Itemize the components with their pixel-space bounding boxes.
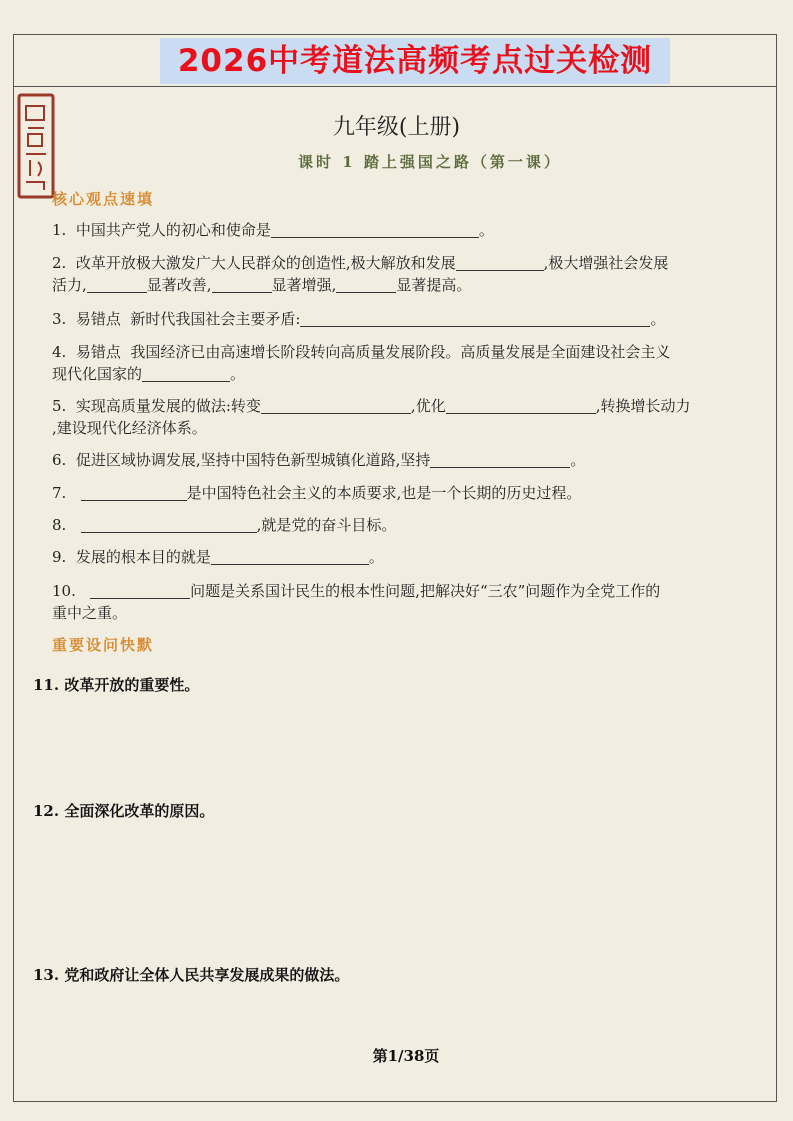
answer-blank[interactable]: [300, 310, 650, 327]
grade-heading: 九年级(上册): [332, 115, 461, 140]
question-6: 6. 促进区域协调发展,坚持中国特色新型城镇化道路,坚持 。: [52, 451, 586, 469]
question-4: 4. 易错点 我国经济已由高速增长阶段转向高质量发展阶段。高质量发展是全面建设社会主义: [52, 343, 671, 361]
question-4-line-2: 现代化国家的 。: [52, 365, 246, 383]
essay-question-11: 11. 改革开放的重要性。: [33, 676, 200, 694]
answer-blank[interactable]: [261, 397, 411, 414]
answer-blank[interactable]: [456, 254, 544, 271]
answer-blank[interactable]: [430, 451, 570, 468]
section-title-fill: 核心观点速填: [52, 190, 155, 208]
section-title-essay: 重要设问快默: [52, 636, 155, 654]
answer-blank[interactable]: [142, 365, 230, 382]
title-divider: [13, 86, 777, 87]
question-3: 3. 易错点 新时代我国社会主要矛盾: 。: [52, 310, 666, 328]
seal-stamp-icon: [16, 92, 56, 200]
question-8: 8. ,就是党的奋斗目标。: [52, 516, 397, 534]
answer-blank[interactable]: [87, 276, 147, 293]
answer-blank[interactable]: [211, 548, 369, 565]
question-2: 2. 改革开放极大激发广大人民群众的创造性,极大解放和发展 ,极大增强社会发展: [52, 254, 669, 272]
essay-question-12: 12. 全面深化改革的原因。: [33, 802, 215, 820]
answer-blank[interactable]: [81, 484, 187, 501]
question-10-line-2: 重中之重。: [52, 604, 128, 622]
question-2-line-2: 活力, 显著改善, 显著增强, 显著提高。: [52, 276, 472, 294]
answer-blank[interactable]: [90, 582, 190, 599]
question-1: 1. 中国共产党人的初心和使命是 。: [52, 221, 494, 239]
lesson-heading: 课时 1 踏上强国之路（第一课）: [298, 153, 562, 171]
answer-blank[interactable]: [336, 276, 396, 293]
answer-blank[interactable]: [446, 397, 596, 414]
question-5: 5. 实现高质量发展的做法:转变 ,优化 ,转换增长动力: [52, 397, 691, 415]
essay-question-13: 13. 党和政府让全体人民共享发展成果的做法。: [33, 966, 350, 984]
question-9: 9. 发展的根本目的就是 。: [52, 548, 384, 566]
question-7: 7. 是中国特色社会主义的本质要求,也是一个长期的历史过程。: [52, 484, 582, 502]
answer-blank[interactable]: [271, 221, 479, 238]
question-10: 10. 问题是关系国计民生的根本性问题,把解决好“三农”问题作为全党工作的: [52, 582, 661, 600]
answer-blank[interactable]: [212, 276, 272, 293]
page-number: 第1/38页: [372, 1047, 440, 1065]
page-title: 2026中考道法高频考点过关检测: [160, 38, 670, 84]
answer-blank[interactable]: [81, 516, 257, 533]
question-5-line-2: ,建设现代化经济体系。: [52, 419, 207, 437]
